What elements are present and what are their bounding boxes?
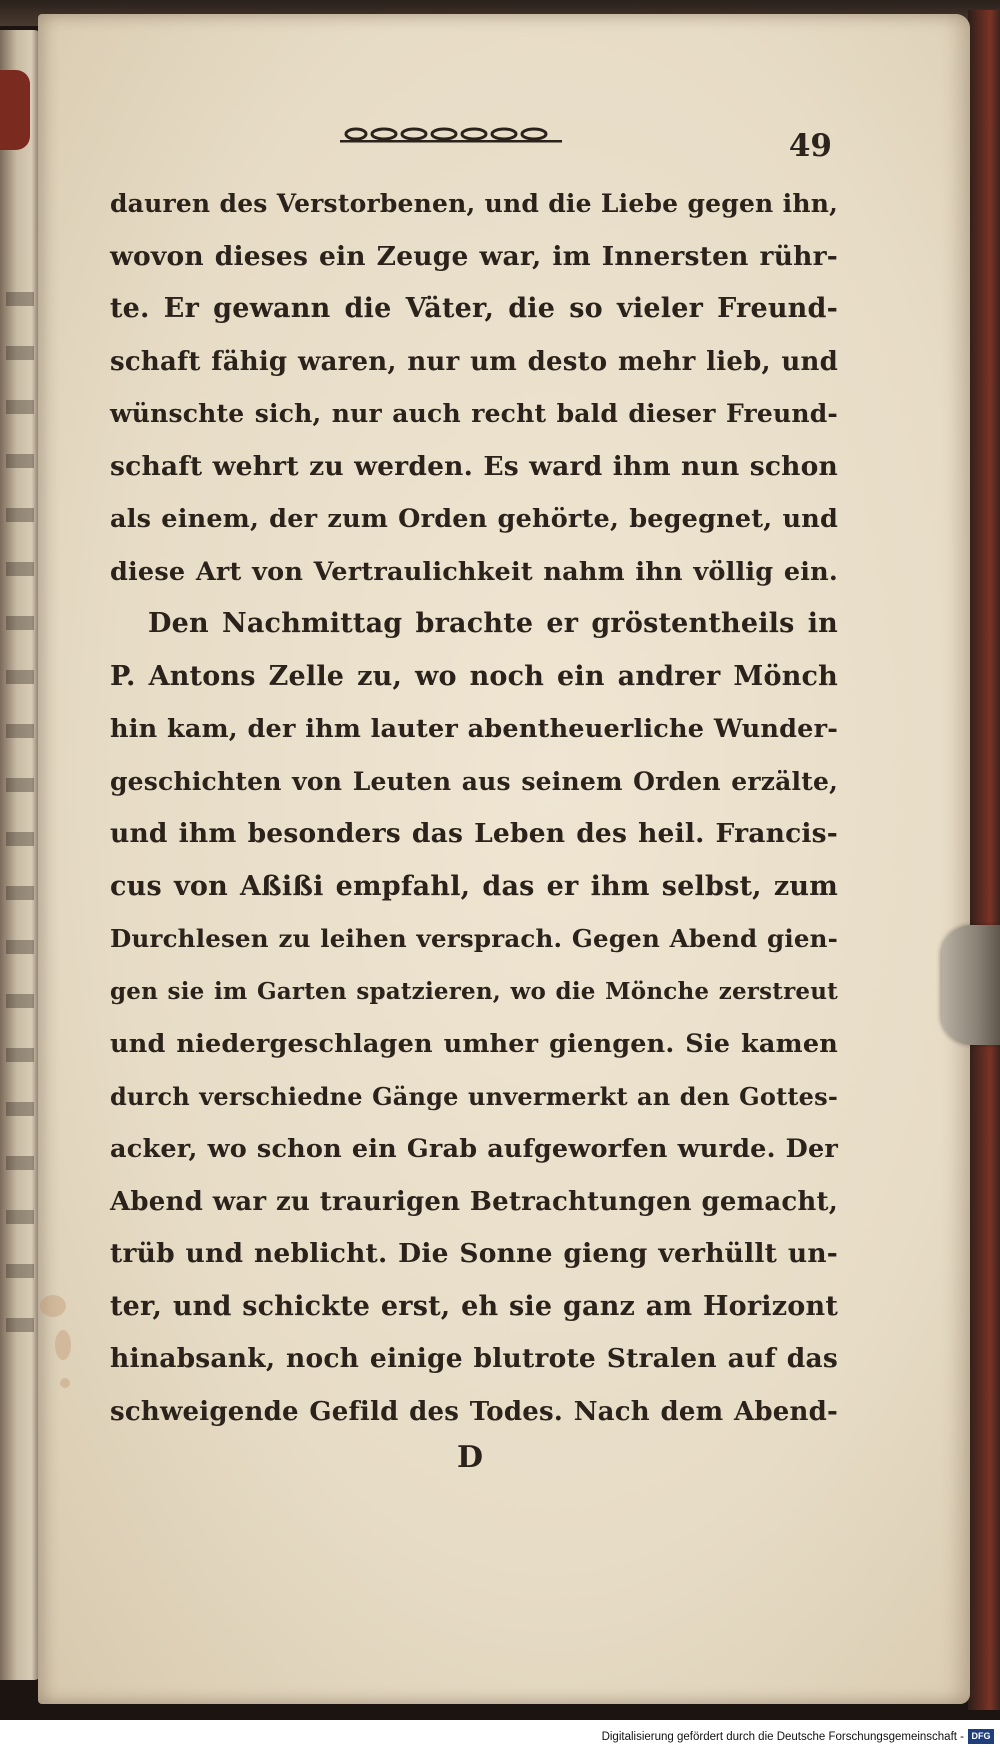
dfg-logo: DFG [968, 1729, 994, 1744]
page-number: 49 [788, 128, 832, 164]
red-edge-marker [0, 70, 30, 150]
text-line: hin kam, der ihm lauter abentheuerliche Wunder- [110, 714, 838, 744]
text-line: dauren des Verstorbenen, und die Liebe gegen ihn, [110, 189, 838, 218]
text-line: und niedergeschlagen umher giengen. Sie kamen [110, 1029, 838, 1059]
text-line: te. Er gewann die Väter, die so vieler Freund- [110, 293, 838, 324]
header-ornament [340, 126, 562, 144]
funding-credit: Digitalisierung gefördert durch die Deutsche Forschungsgemeinschaft - [601, 1731, 964, 1743]
text-line: hinabsank, noch einige blutrote Stralen auf das [110, 1343, 838, 1374]
text-line: schaft wehrt zu werden. Es ward ihm nun schon [110, 450, 838, 482]
text-line: Den Nachmittag brachte er gröstentheils in [148, 608, 838, 639]
paper-stain [40, 1295, 66, 1317]
text-line: Abend war zu traurigen Betrachtungen gemacht, [110, 1186, 838, 1217]
text-line: durch verschiedne Gänge unvermerkt an den Gottes- [110, 1081, 838, 1111]
text-line: trüb und neblicht. Die Sonne gieng verhüllt un- [110, 1238, 838, 1269]
text-line: cus von Aßißi empfahl, das er ihm selbst, zum [110, 870, 838, 902]
text-line: Durchlesen zu leihen versprach. Gegen Abend gien- [110, 924, 838, 953]
page-clip-tab [942, 925, 1000, 1045]
text-line: schaft fähig waren, nur um desto mehr lieb, und [110, 346, 838, 377]
text-line: geschichten von Leuten aus seinem Orden erzälte, [110, 766, 838, 796]
text-line: wovon dieses ein Zeuge war, im Innersten rühr- [110, 240, 838, 272]
body-text [110, 178, 838, 1438]
paper-stain [60, 1378, 70, 1388]
text-line: schweigende Gefild des Todes. Nach dem Abend- [110, 1396, 838, 1427]
text-line: ter, und schickte erst, eh sie ganz am Horizont [110, 1290, 838, 1322]
text-line: acker, wo schon ein Grab aufgeworfen wurde. Der [110, 1134, 838, 1164]
text-line: wünschte sich, nur auch recht bald dieser Freund- [110, 399, 838, 428]
text-line: als einem, der zum Orden gehörte, begegnet, und [110, 504, 838, 534]
text-line: diese Art von Vertraulichkeit nahm ihn völlig ein. [110, 556, 838, 587]
previous-page-text-fragment [6, 260, 34, 1360]
text-line: P. Antons Zelle zu, wo noch ein andrer Mönch [110, 660, 838, 692]
paper-stain [55, 1330, 71, 1360]
text-line: und ihm besonders das Leben des heil. Francis- [110, 818, 838, 849]
text-line: gen sie im Garten spatzieren, wo die Mönche zerstreut [110, 977, 838, 1005]
book-cover-edge [968, 10, 1000, 1710]
previous-page-edge [0, 30, 42, 1680]
signature-mark: D [456, 1440, 483, 1475]
